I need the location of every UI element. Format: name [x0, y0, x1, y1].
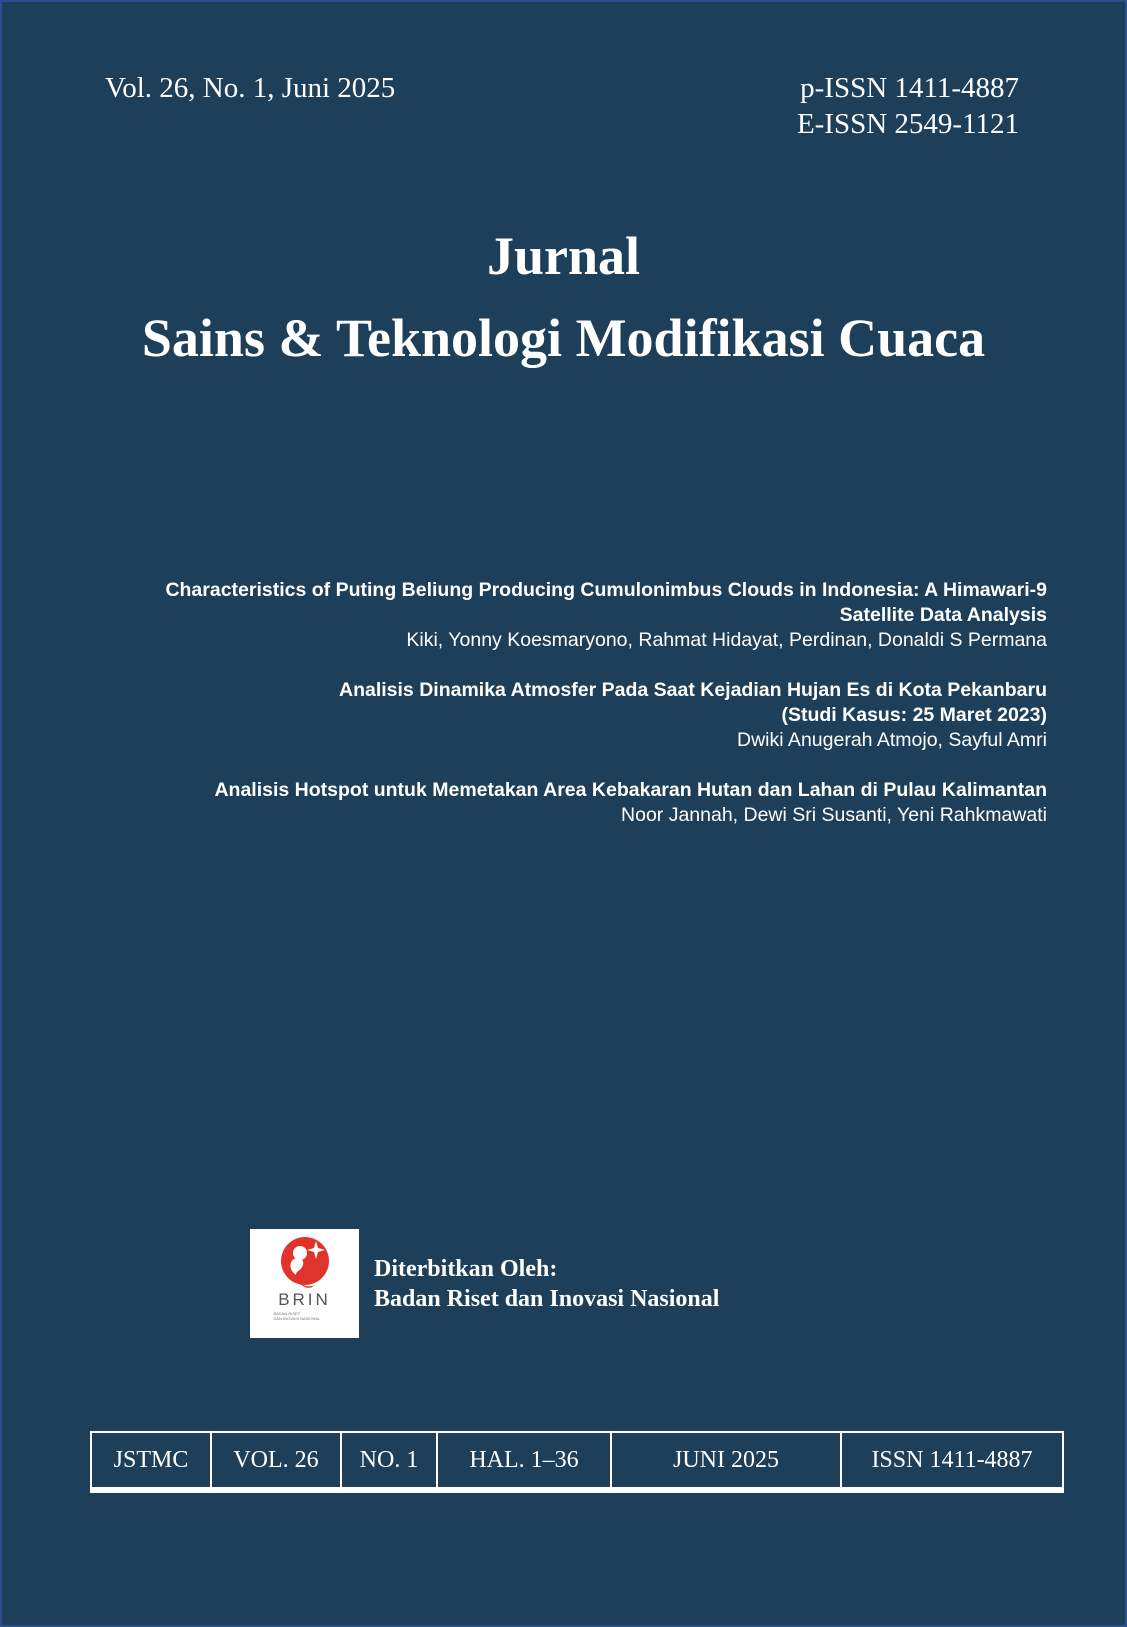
article-authors: Kiki, Yonny Koesmaryono, Rahmat Hidayat, Perdinan, Donaldi S Permana — [406, 629, 1047, 651]
volume-issue-line: Vol. 26, No. 1, Juni 2025 — [105, 72, 396, 104]
logo-subtitle — [274, 1311, 336, 1321]
footer-journal-code: JSTMC — [91, 1432, 211, 1490]
brin-logo — [250, 1229, 359, 1338]
e-issn: E-ISSN 2549-1121 — [796, 108, 1019, 140]
footer-number: NO. 1 — [341, 1432, 437, 1490]
article-title — [87, 578, 1047, 628]
article-item — [87, 678, 1047, 753]
article-title — [87, 778, 1047, 803]
article-item — [87, 578, 1047, 653]
article-list — [87, 578, 1047, 853]
footer-pages: HAL. 1–36 — [437, 1432, 611, 1490]
article-authors: Dwiki Anugerah Atmojo, Sayful Amri — [737, 729, 1047, 751]
publisher-name: Badan Riset dan Inovasi Nasional — [374, 1285, 720, 1312]
logo-wordmark: BRIN — [278, 1290, 331, 1309]
article-title-line: Characteristics of Puting Beliung Producing Cumulonimbus Clouds in Indonesia: A Himawari-9 — [165, 579, 1047, 601]
article-title-line: (Studi Kasus: 25 Maret 2023) — [781, 704, 1047, 726]
logo-subtitle-line: BADAN RISET — [273, 1311, 301, 1316]
journal-title — [2, 224, 1125, 370]
brin-emblem-icon — [278, 1235, 332, 1293]
publisher-block — [250, 1229, 719, 1338]
article-title-line: Analisis Dinamika Atmosfer Pada Saat Kejadian Hujan Es di Kota Pekanbaru — [339, 679, 1047, 701]
issue-info-bar — [90, 1431, 1064, 1493]
logo-subtitle-line: DAN INOVASI NASIONAL — [273, 1316, 321, 1321]
footer-issn: ISSN 1411-4887 — [841, 1432, 1063, 1490]
article-title — [87, 678, 1047, 728]
article-item — [87, 778, 1047, 828]
issn-block — [797, 70, 1019, 142]
p-issn: p-ISSN 1411-4887 — [800, 72, 1019, 104]
publisher-label: Diterbitkan Oleh: — [374, 1255, 558, 1282]
footer-volume: VOL. 26 — [211, 1432, 341, 1490]
article-title-line: Analisis Hotspot untuk Memetakan Area Kebakaran Hutan dan Lahan di Pulau Kalimantan — [214, 779, 1047, 801]
journal-title-line1: Jurnal — [486, 226, 641, 286]
journal-title-line2: Sains & Teknologi Modifikasi Cuaca — [141, 308, 986, 368]
footer-date: JUNI 2025 — [611, 1432, 841, 1490]
article-title-line: Satellite Data Analysis — [839, 604, 1047, 626]
publisher-text — [374, 1254, 719, 1314]
article-authors: Noor Jannah, Dewi Sri Susanti, Yeni Rahkmawati — [621, 804, 1047, 826]
